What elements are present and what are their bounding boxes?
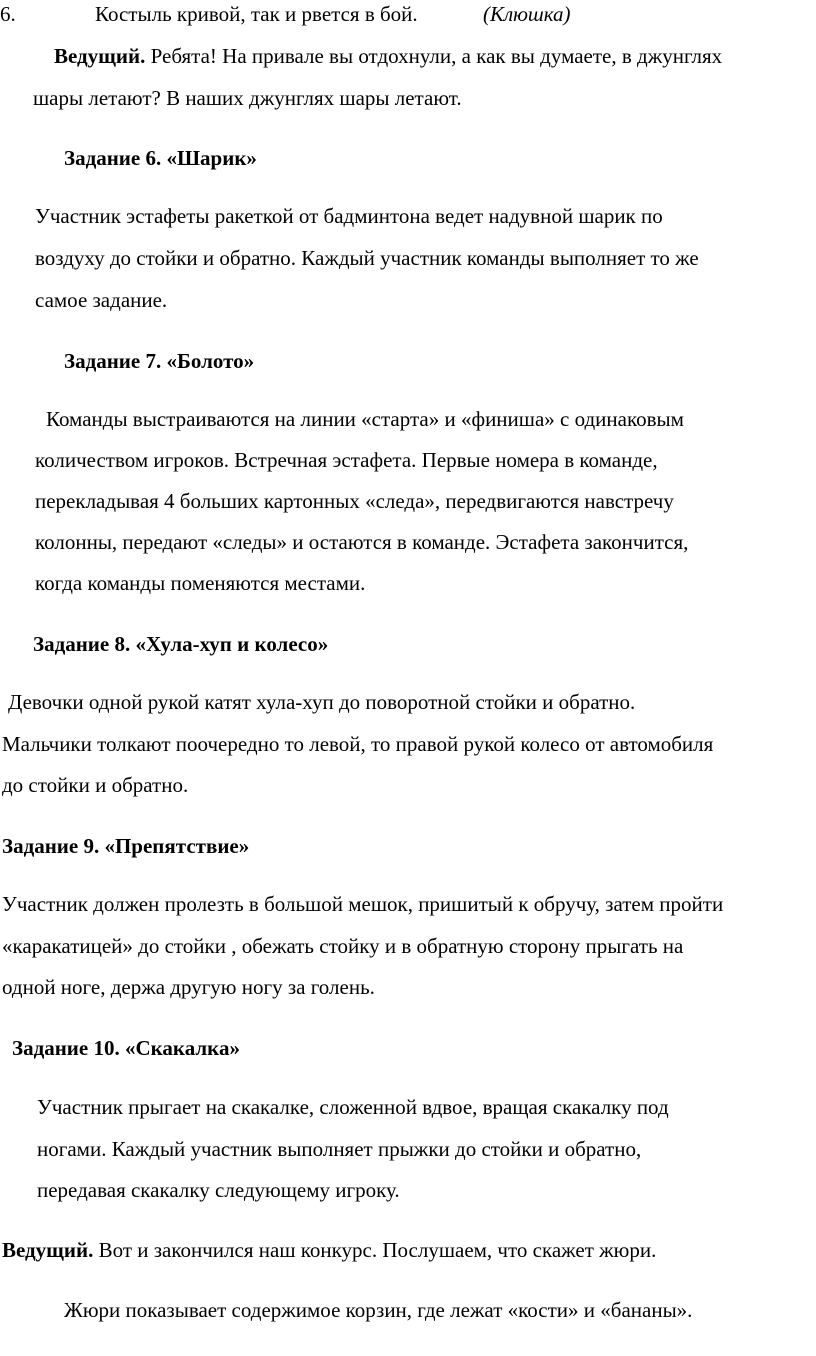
final-line: Жюри показывает содержимое корзин, где лежат «кости» и «бананы». <box>64 1298 693 1322</box>
host-intro-speaker: Ведущий. <box>54 44 146 68</box>
task-10-line-2: ногами. Каждый участник выполняет прыжки до стойки и обратно, <box>37 1137 642 1161</box>
host-intro-text: Ребята! На привале вы отдохнули, а как вы думаете, в джунглях <box>150 44 723 68</box>
task-9-line-3: одной ноге, держа другую ногу за голень. <box>2 975 375 999</box>
riddle-number: 6. <box>0 2 16 26</box>
task-10-line-3: передавая скакалку следующему игроку. <box>37 1178 400 1202</box>
task-7-line-4: колонны, передают «следы» и остаются в команде. Эстафета закончится, <box>35 530 689 554</box>
task-7-title: Задание 7. «Болото» <box>64 349 255 373</box>
task-9-title: Задание 9. «Препятствие» <box>2 834 250 858</box>
task-10-line-1: Участник прыгает на скакалке, сложенной вдвое, вращая скакалку под <box>37 1095 669 1119</box>
host-outro-text: Вот и закончился наш конкурс. Послушаем, что скажет жюри. <box>98 1238 657 1262</box>
host-outro-speaker: Ведущий. <box>2 1238 94 1262</box>
task-6-line-3: самое задание. <box>35 288 168 312</box>
host-outro-line <box>2 1240 656 1261</box>
task-7-line-3: перекладывая 4 больших картонных «следа», передвигаются навстречу <box>35 489 674 513</box>
task-7-line-1: Команды выстраиваются на линии «старта» и «финиша» с одинаковым <box>46 407 684 431</box>
task-9-line-1: Участник должен пролезть в большой мешок, пришитый к обручу, затем пройти <box>2 892 724 916</box>
task-8-title: Задание 8. «Хула-хуп и колесо» <box>33 632 329 656</box>
riddle-answer: (Клюшка) <box>483 2 571 26</box>
host-intro-line-2: шары летают? В наших джунглях шары летают. <box>33 86 462 110</box>
task-9-line-2: «каракатицей» до стойки , обежать стойку и в обратную сторону прыгать на <box>2 934 684 958</box>
task-8-line-3: до стойки и обратно. <box>2 773 189 797</box>
task-8-line-1: Девочки одной рукой катят хула-хуп до поворотной стойки и обратно. <box>8 690 636 714</box>
task-10-title: Задание 10. «Скакалка» <box>12 1036 240 1060</box>
task-7-line-2: количеством игроков. Встречная эстафета. Первые номера в команде, <box>35 448 658 472</box>
task-8-line-2: Мальчики толкают поочередно то левой, то правой рукой колесо от автомобиля <box>2 732 714 756</box>
task-6-line-1: Участник эстафеты ракеткой от бадминтона ведет надувной шарик по <box>35 204 663 228</box>
task-6-line-2: воздуху до стойки и обратно. Каждый участник команды выполняет то же <box>35 246 699 270</box>
host-intro-line-1 <box>54 46 722 67</box>
riddle-text: Костыль кривой, так и рвется в бой. <box>95 2 418 26</box>
task-7-line-5: когда команды поменяются местами. <box>35 571 366 595</box>
task-6-title: Задание 6. «Шарик» <box>64 146 257 170</box>
